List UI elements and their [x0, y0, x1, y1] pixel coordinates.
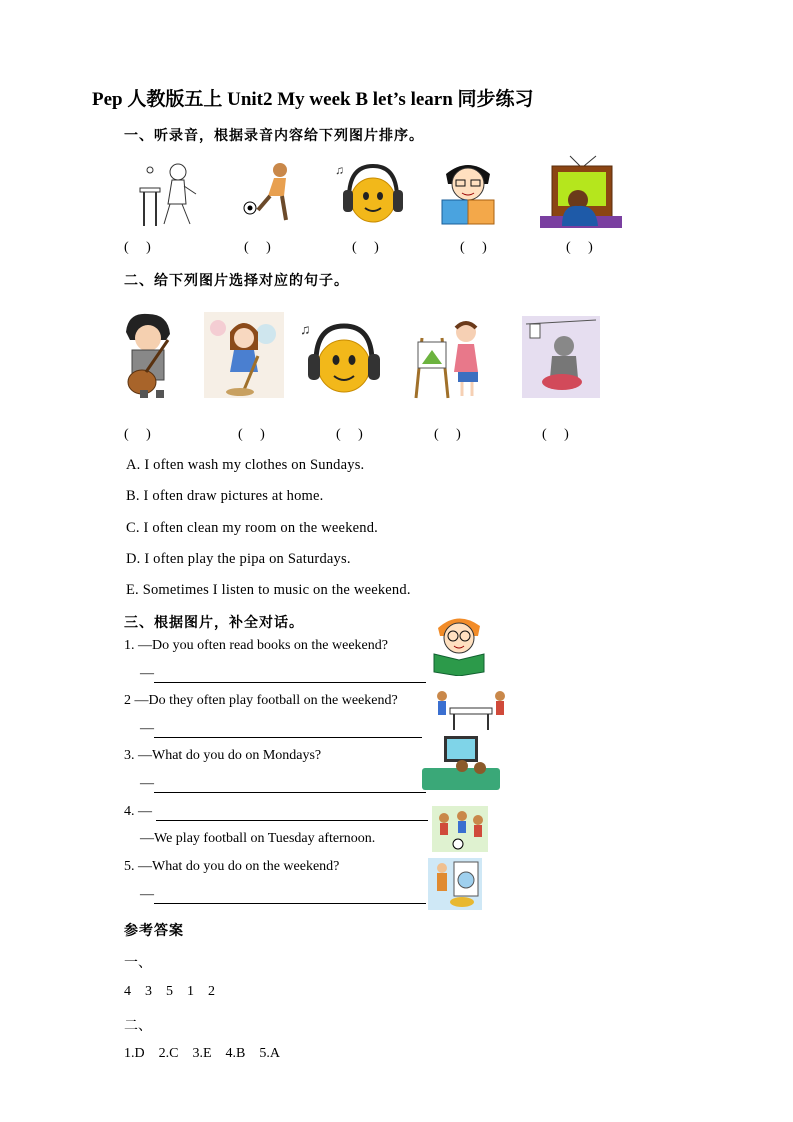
- dialogue-2-answer-dash: —: [140, 721, 154, 736]
- s1-blank-1[interactable]: ( ): [124, 240, 151, 255]
- dialogue-3-answer-line[interactable]: [154, 792, 426, 793]
- football-kids-icon: [432, 688, 510, 732]
- dialogue-4-question: 4. —: [124, 804, 152, 819]
- s1-blank-3[interactable]: ( ): [352, 240, 379, 255]
- dialogue-4-answer: —We play football on Tuesday afternoon.: [140, 831, 376, 846]
- dialogue-5-answer-dash: —: [140, 887, 154, 902]
- cleaning-girl-icon: [204, 312, 284, 398]
- option-e: E. Sometimes I listen to music on the weekend.: [126, 582, 411, 598]
- dialogue-1-answer-line[interactable]: [154, 682, 426, 683]
- page-title: Pep 人教版五上 Unit2 My week B let’s learn 同步练习: [92, 89, 534, 110]
- dialogue-1-question: 1. —Do you often read books on the weekend?: [124, 638, 388, 653]
- football-team-icon: [432, 806, 488, 852]
- ping-pong-icon: [138, 158, 200, 228]
- s2-blank-5[interactable]: ( ): [542, 427, 569, 442]
- washing-clothes-icon: [522, 316, 600, 398]
- watching-tv-icon: [540, 152, 622, 230]
- dialogue-2-question: 2 —Do they often play football on the weekend?: [124, 693, 398, 708]
- option-a: A. I often wash my clothes on Sundays.: [126, 457, 365, 473]
- pipa-boy-icon: [116, 310, 180, 400]
- dialogue-4-question-line[interactable]: [156, 820, 428, 821]
- dialogue-1-answer-dash: —: [140, 666, 154, 681]
- reading-boy-icon: [440, 160, 496, 226]
- dialogue-3-question: 3. —What do you do on Mondays?: [124, 748, 322, 763]
- s2-blank-2[interactable]: ( ): [238, 427, 265, 442]
- answers-part1-label: 一、: [124, 956, 152, 971]
- option-b: B. I often draw pictures at home.: [126, 488, 324, 504]
- svg-text:♫: ♫: [335, 163, 344, 177]
- drawing-girl-icon: [412, 318, 494, 400]
- s1-blank-5[interactable]: ( ): [566, 240, 593, 255]
- dialogue-2-answer-line[interactable]: [154, 737, 422, 738]
- music-headphones-icon: [335, 160, 407, 228]
- s1-blank-4[interactable]: ( ): [460, 240, 487, 255]
- dialogue-3-answer-dash: —: [140, 776, 154, 791]
- reading-boy-icon-2: [430, 610, 488, 676]
- option-c: C. I often clean my room on the weekend.: [126, 520, 379, 536]
- s2-blank-1[interactable]: ( ): [124, 427, 151, 442]
- watching-tv-icon-2: [422, 734, 500, 792]
- svg-text:♫: ♫: [300, 323, 311, 338]
- dialogue-5-answer-line[interactable]: [154, 903, 426, 904]
- answers-part1: 4 3 5 1 2: [124, 984, 215, 999]
- dialogue-5-question: 5. —What do you do on the weekend?: [124, 859, 340, 874]
- football-icon: [240, 160, 302, 226]
- s2-blank-4[interactable]: ( ): [434, 427, 461, 442]
- section1-heading: 一、听录音，根据录音内容给下列图片排序。: [124, 129, 424, 144]
- answers-heading: 参考答案: [124, 924, 184, 939]
- washing-machine-icon: [428, 858, 482, 910]
- s1-blank-2[interactable]: ( ): [244, 240, 271, 255]
- answers-part2: 1.D 2.C 3.E 4.B 5.A: [124, 1046, 280, 1061]
- option-d: D. I often play the pipa on Saturdays.: [126, 551, 351, 567]
- s2-blank-3[interactable]: ( ): [336, 427, 363, 442]
- answers-part2-label: 二、: [124, 1019, 152, 1034]
- music-headphones-icon-2: [300, 318, 386, 400]
- section2-heading: 二、给下列图片选择对应的句子。: [124, 274, 349, 289]
- section3-heading: 三、根据图片，补全对话。: [124, 616, 304, 631]
